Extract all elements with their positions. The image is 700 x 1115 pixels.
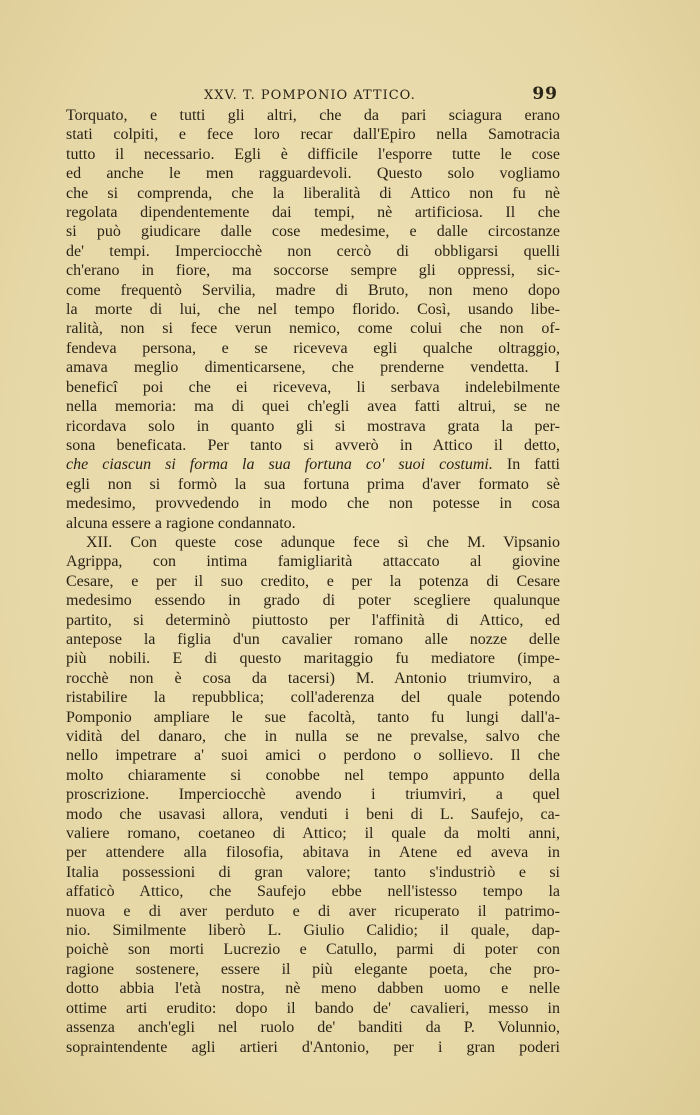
text-line: ralità, non si fece verun nemico, come colui che non of- <box>66 320 560 338</box>
text-line: regolata dipendentemente dai tempi, nè artificiosa. Il che <box>66 204 560 222</box>
text-line: dotto abbia l'età nostra, nè meno dabben uomo e nelle <box>66 980 560 998</box>
chapter-start-line: XII. Con queste cose adunque fece sì che M. Vipsanio <box>86 533 560 551</box>
text-line: medesimo, provvedendo in modo che non potesse in cosa <box>66 495 560 513</box>
text-line: più nobili. E di questo maritaggio fu mediatore (impe- <box>66 650 560 668</box>
text-line: che si comprenda, che la liberalità di Attico non fu nè <box>66 184 560 202</box>
text-line: Torquato, e tutti gli altri, che da pari sciagura erano <box>66 107 560 124</box>
text-line: antepose la figlia d'un cavalier romano alle nozze delle <box>66 630 560 648</box>
text-line: tutto il necessario. Egli è difficile l'esporre tutte le cose <box>66 145 560 163</box>
motto-line <box>66 455 560 474</box>
text-line: ed anche le men ragguardevoli. Questo solo vogliamo <box>66 165 560 183</box>
text-line: sona beneficata. Per tanto si avverò in Attico il detto, <box>66 436 560 454</box>
body-text <box>66 106 560 1057</box>
running-title: XXV. T. POMPONIO ATTICO. <box>204 88 416 103</box>
text-line: proscrizione. Imperciocchè avendo i triumviri, a quel <box>66 786 560 804</box>
text-line: per attendere alla filosofia, abitava in Atene ed aveva in <box>66 844 560 862</box>
text-line: si può giudicare dalle cose medesime, e dalle circostanze <box>66 223 560 241</box>
page-number: 99 <box>532 84 558 104</box>
text-line: nuova e di aver perduto e di aver ricuperato il patrimo- <box>66 902 560 920</box>
text-line: partito, si determinò piuttosto per l'affinità di Attico, ed <box>66 611 560 629</box>
text-line: nello impetrare a' suoi amici o perdono o sollievo. Il che <box>66 747 560 765</box>
text-line: ottime arti erudito: dopo il bando de' cavalieri, messo in <box>66 999 560 1017</box>
text-line: ch'erano in fiore, ma soccorse sempre gli oppressi, sic- <box>66 262 560 280</box>
text-line: fendeva persona, e se riceveva egli qualche oltraggio, <box>66 339 560 357</box>
text-line: vidità del danaro, che in nulla se ne prevalse, salvo che <box>66 728 560 745</box>
text-line: assenza anch'egli nel ruolo de' banditi da P. Volunnio, <box>66 1019 560 1037</box>
text-line: amava meglio dimenticarsene, che prenderne vendetta. I <box>66 359 560 377</box>
text-line: beneficî poi che ei riceveva, li serbava indelebilmente <box>66 378 560 396</box>
motto-line-after: In fatti <box>506 456 560 474</box>
text-line: ricordava solo in quanto gli si mostrava grata la per- <box>66 417 560 435</box>
text-line: de' tempi. Imperciocchè non cercò di obbligarsi quelli <box>66 242 560 260</box>
text-line: stati colpiti, e fece loro recar dall'Epiro nella Samotracia <box>66 126 560 144</box>
text-line: egli non si formò la sua fortuna prima d'aver formato sè <box>66 475 560 493</box>
text-line: poichè son morti Lucrezio e Catullo, parmi di poter con <box>66 941 560 959</box>
text-line: sopraintendente agli artieri d'Antonio, per i gran poderi <box>66 1038 560 1056</box>
text-line: rocchè non è cosa da tacersi) M. Antonio triumviro, a <box>66 669 560 687</box>
text-line: medesimo essendo in grado di poter scegliere qualunque <box>66 592 560 610</box>
italic-motto: che ciascun si forma la sua fortuna co' suoi costumi. <box>66 456 493 474</box>
text-line: nio. Similmente liberò L. Giulio Calidio; il quale, dap- <box>66 922 560 940</box>
text-line: Cesare, e per il suo credito, e per la potenza di Cesare <box>66 572 560 590</box>
text-line: alcuna essere a ragione condannato. <box>66 514 296 532</box>
text-line: nella memoria: ma di quei ch'egli avea fatti altrui, se ne <box>66 398 560 416</box>
text-line: valiere romano, coetaneo di Attico; il quale da molti anni, <box>66 825 560 843</box>
text-line: Agrippa, con intima famigliarità attaccato al giovine <box>66 553 560 571</box>
text-line: ragione sostenere, essere il più elegante poeta, che pro- <box>66 960 560 978</box>
text-line: affaticò Attico, che Saufejo ebbe nell'istesso tempo la <box>66 883 560 901</box>
text-line: la morte di lui, che nel tempo florido. Così, usando libe- <box>66 301 560 319</box>
text-line: come frequentò Servilia, madre di Bruto, non meno dopo <box>66 281 560 299</box>
text-line: modo che usavasi allora, venduti i beni di L. Saufejo, ca- <box>66 805 560 823</box>
text-line: molto chiaramente si conobbe nel tempo appunto della <box>66 766 560 784</box>
text-line: Pomponio ampliare le sue facoltà, tanto fu lungi dall'a- <box>66 708 560 726</box>
text-line: Italia possessioni di gran valore; tanto s'industriò e si <box>66 863 560 881</box>
text-line: ristabilire la repubblica; coll'aderenza del quale potendo <box>66 689 560 707</box>
